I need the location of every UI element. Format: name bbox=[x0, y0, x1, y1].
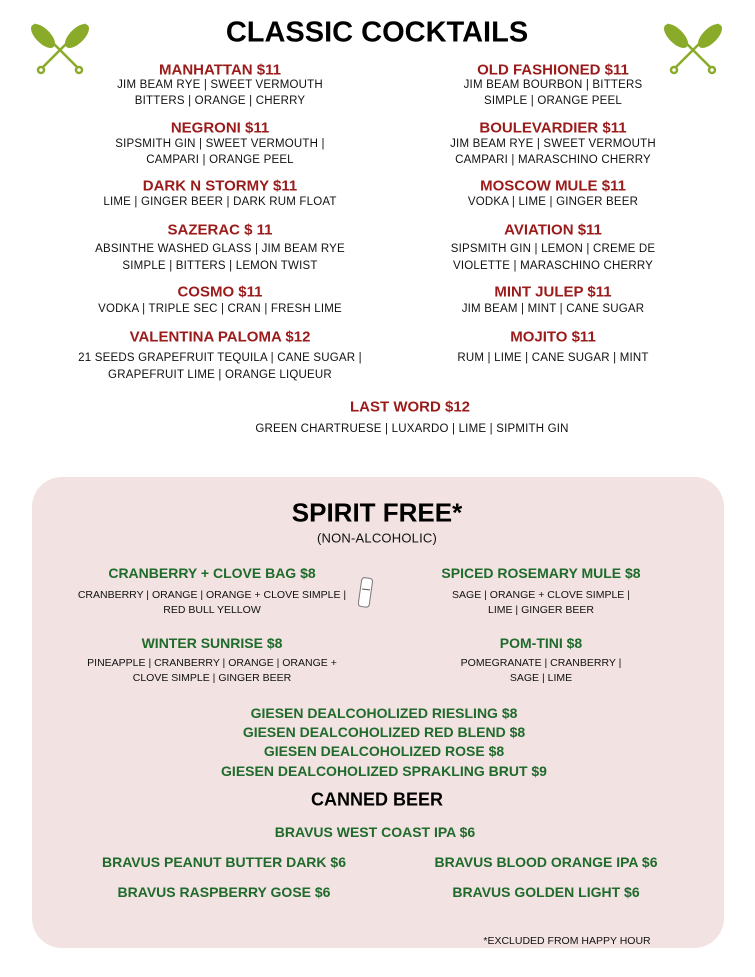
mocktail-description: SAGE | LIME bbox=[509, 672, 573, 684]
cocktail-name: MINT JULEP $11 bbox=[494, 283, 612, 301]
canned-beer-item: BRAVUS GOLDEN LIGHT $6 bbox=[452, 884, 640, 900]
cocktail-description: JIM BEAM RYE | SWEET VERMOUTH bbox=[450, 138, 656, 150]
mocktail-description: SAGE | ORANGE + CLOVE SIMPLE | bbox=[452, 589, 630, 601]
dealcoholized-wine: GIESEN DEALCOHOLIZED RED BLEND $8 bbox=[242, 724, 526, 740]
cocktail-description: VODKA | LIME | GINGER BEER bbox=[467, 196, 639, 208]
cocktail-description: CAMPARI | MARASCHINO CHERRY bbox=[455, 154, 651, 166]
cocktail-name: MOJITO $11 bbox=[510, 328, 596, 346]
cocktail-description: BITTERS | ORANGE | CHERRY bbox=[134, 95, 306, 107]
cocktail-description: GRAPEFRUIT LIME | ORANGE LIQUEUR bbox=[108, 369, 332, 381]
canned-beer-item: BRAVUS BLOOD ORANGE IPA $6 bbox=[434, 854, 658, 870]
mocktail-description: POMEGRANATE | CRANBERRY | bbox=[460, 657, 622, 669]
canned-beer-item: BRAVUS RASPBERRY GOSE $6 bbox=[117, 884, 331, 900]
cocktail-name: MOSCOW MULE $11 bbox=[480, 177, 626, 195]
canned-beer-item: BRAVUS PEANUT BUTTER DARK $6 bbox=[102, 854, 346, 870]
footnote: *EXCLUDED FROM HAPPY HOUR bbox=[483, 935, 651, 947]
dealcoholized-wine: GIESEN DEALCOHOLIZED RIESLING $8 bbox=[250, 705, 518, 721]
mocktail-name: POM-TINI $8 bbox=[499, 635, 583, 651]
cocktail-description: VIOLETTE | MARASCHINO CHERRY bbox=[452, 260, 654, 272]
cocktail-description: 21 SEEDS GRAPEFRUIT TEQUILA | CANE SUGAR | bbox=[78, 352, 362, 364]
mocktail-description: CRANBERRY | ORANGE | ORANGE + CLOVE SIMPLE | bbox=[77, 589, 347, 601]
wheat-icon-left bbox=[15, 10, 105, 80]
mocktail-description: RED BULL YELLOW bbox=[163, 604, 261, 616]
cocktail-description: GREEN CHARTRUESE | LUXARDO | LIME | SIPMITH GIN bbox=[255, 423, 569, 435]
cocktail-description: CAMPARI | ORANGE PEEL bbox=[146, 154, 294, 166]
dealcoholized-wine: GIESEN DEALCOHOLIZED ROSE $8 bbox=[263, 743, 505, 759]
cocktail-name: NEGRONI $11 bbox=[170, 119, 270, 137]
cocktail-name: OLD FASHIONED $11 bbox=[477, 61, 629, 79]
cocktail-name: MANHATTAN $11 bbox=[159, 61, 281, 79]
cocktail-description: JIM BEAM | MINT | CANE SUGAR bbox=[461, 303, 645, 315]
canned-beer-title: CANNED BEER bbox=[310, 789, 444, 810]
spirit-free-title: SPIRIT FREE* bbox=[291, 497, 463, 528]
cocktail-description: SIMPLE | ORANGE PEEL bbox=[483, 95, 623, 107]
mocktail-description: LIME | GINGER BEER bbox=[488, 604, 594, 616]
cocktail-description: ABSINTHE WASHED GLASS | JIM BEAM RYE bbox=[95, 243, 345, 255]
mocktail-name: CRANBERRY + CLOVE BAG $8 bbox=[108, 565, 316, 581]
cocktail-name: AVIATION $11 bbox=[504, 221, 602, 239]
spirit-free-subtitle: (NON-ALCOHOLIC) bbox=[316, 530, 438, 546]
cocktail-name: BOULEVARDIER $11 bbox=[479, 119, 627, 137]
red-bull-can-icon bbox=[358, 575, 374, 609]
cocktail-description: LIME | GINGER BEER | DARK RUM FLOAT bbox=[103, 196, 337, 208]
dealcoholized-wine: GIESEN DEALCOHOLIZED SPRAKLING BRUT $9 bbox=[221, 763, 547, 779]
cocktail-name: SAZERAC $ 11 bbox=[167, 221, 273, 239]
cocktail-name: DARK N STORMY $11 bbox=[142, 177, 298, 195]
cocktail-name: VALENTINA PALOMA $12 bbox=[129, 328, 311, 346]
cocktail-description: SIPSMITH GIN | LEMON | CREME DE bbox=[450, 243, 656, 255]
wheat-icon-right bbox=[648, 10, 738, 80]
cocktail-description: JIM BEAM RYE | SWEET VERMOUTH bbox=[117, 79, 323, 91]
cocktail-description: VODKA | TRIPLE SEC | CRAN | FRESH LIME bbox=[98, 303, 342, 315]
mocktail-description: PINEAPPLE | CRANBERRY | ORANGE | ORANGE + bbox=[87, 657, 337, 669]
cocktail-description: SIMPLE | BITTERS | LEMON TWIST bbox=[122, 260, 318, 272]
cocktail-description: JIM BEAM BOURBON | BITTERS bbox=[463, 79, 643, 91]
cocktail-description: RUM | LIME | CANE SUGAR | MINT bbox=[457, 352, 649, 364]
page-title: CLASSIC COCKTAILS bbox=[225, 16, 529, 49]
mocktail-name: SPICED ROSEMARY MULE $8 bbox=[441, 565, 641, 581]
mocktail-description: CLOVE SIMPLE | GINGER BEER bbox=[132, 672, 292, 684]
cocktail-name: COSMO $11 bbox=[177, 283, 263, 301]
canned-beer-item: BRAVUS WEST COAST IPA $6 bbox=[274, 824, 476, 840]
cocktail-description: SIPSMITH GIN | SWEET VERMOUTH | bbox=[115, 138, 325, 150]
mocktail-name: WINTER SUNRISE $8 bbox=[141, 635, 283, 651]
cocktail-name: LAST WORD $12 bbox=[349, 398, 471, 416]
